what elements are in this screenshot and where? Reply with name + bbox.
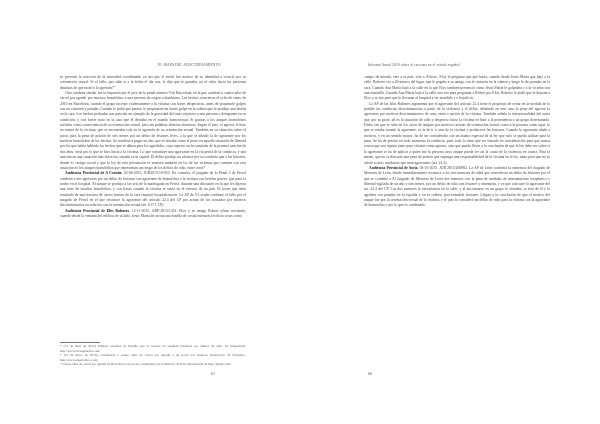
citation-text: Eloy y su amigo Robert echan corriendo, cuando desde la ventana del edificio de al lado, Jesús María les arroja una botella de cristal mientras les dicía cosas como: [60, 208, 246, 218]
citation-paragraph: Audiencia Provincial de Soria, 04-10-2015, JUR 2015/206982. La AP de León confirma la sentencia del Juzgado de Menores de León, donde inmediatamente reconoce a los tres menores de edad que cometieron un delito de lesiones por el que se condenó a El Juzgado de Menores de León dos menores con la pena de medidas de internamiento terapéutico y libertad vigilada de un año y seis meses, por un delito de odio con lesiones y amenazas, y ya que concurre la agravante del art. 22.4 del CP. Los dos menores le encontraron en la calle, y al encontrarse en un grupo le ofenden, se ríen de él y le agreden con patadas en la espalda y en la cabeza, provocándole lesiones. Llegan a la conclusión de que el motivo del ataque fue por la orientación sexual de la víctima, y el juez lo consideró un delito de odio para la víctima con la agravante de homofobia y por lo que es condenado.: [364, 165, 551, 208]
court-name: Audiencia Provincial de Illes Baleares: [65, 208, 130, 213]
paragraph: La AP de las Islas Baleares argumenta que el agravante del artículo 22.4 tiene el propósito de evitar en la medida de lo posible las conductas discriminatorias a partir de la violencia y el delito, debiendo en este caso la pena del agresor la agravante por motivos discriminatorios de raza, etnia o nación de la víctima. También señala la intencionalidad del autor que, por su parte, tal es la situación de odio y desprecio hacia la víctima en base a la pertenencia a un grupo determinado. Dicho sea que se sabe en los casos de ataques por motivos racistas de orientación sexual como a la persona como aquí, lo que se estaba usando la agravante, es la de ir a casa de la víctima y producirse las lesiones. Cuando la agravante alude a motivos, y en un sentido mayor, ha de ser considerado con un asunto especial de la ley que solo se pueda utilizar para la pena. Se ha de prestar en todo momento la conducta, pues todo lo tiene que ser tomado en consideración para que nunca ocurra que sea injusto tanto para víctima como agresor, sino que pueda llevar a la conclusión de que la ley debe ser sobre si la agravante se ha de aplicar a quien fue la persona cuyo ataque pueda ser así la causa de la violencia en contra. Para la mente, que no se descarte una pena de prisión que suponga una responsabilidad de la víctima en la ley, tanto para que no se afecte a otras conductas que sean agravantes (art. 22.4).: [364, 101, 550, 165]
footnote-rule: [60, 342, 100, 343]
citation-ref: 04-10-2015, JUR 2015/206982: [419, 165, 467, 170]
court-name: Audiencia Provincial de A Coruña: [65, 171, 122, 176]
footnote: * (13 de mayo de 2015). Condenado a cuatro años de cárcel por agredir a un joven por motivos homófobos. El Periódico. http://www.elperiodico.com/: [60, 353, 246, 362]
citation-ref: 02-06-2015, JUR2015/16-853: [123, 171, 170, 176]
paragraph: Otra condena similar fue la impuesta por el juez de lo penal número 9 de Barcelona, en la que condenó a cuatro años de cárcel por agredir por motivos homófobos a una persona de origen colombiano. Los hechos ocurrieron el ocho de enero de 2010 en Barcelona, cuando el grupo increpó violentamente a la víctima con frases despectivas, antes de propinarle golpes con un cinturón y patadas. Cuando le pidió que parase, le propinaron un fuerte golpe en la cabeza que le produjo una herida en la cara. Los hechos probados son para dar un ejemplo de la gravedad del trato vejatorio a una persona y denigrante en su condición, y con fuerte trato en la cara que él deseaba en el mundo homosexual. Si gracias a los ataques homófobos sufridos como consecuencia de su orientación sexual, pero sin palabras directas ofensivas. Según el juez, el agresor le hizo en contra de la víctima, que se encontraba sola en la agresión de su orientación sexual. También en su situación sobre el juicio para la pena de prisión de seis meses por un delito de lesiones leves, a la que se añadió la de agravante por los motivos homófobos de los hechos. Se condenó a pagar un año, que se situaba como el perro en aquella situación de libertad por los que había hablado los hechos que se daban para los agredidos, cuyo aspecto en la comisión de la primera sanción de dos años, sería por lo que se hizo hacia a la víctima. Lo que constituye una agravante en la vía penal de la conducta, y una sanción en una situación más dolorosa, situada en la capital. El delito produjo un alcance por su conducta que a las lesiones, donde es castigo social y que la ley de esta presunción se muestra también en los de las víctimas que cuentan con esta situación en los ataques homófobos que representan un riesgo de los delitos de odio, entre otros*.: [60, 91, 246, 170]
left-body-text: [60, 75, 246, 219]
running-head-left: EL MAPA DEL ADOCTRINAMIENTO: [158, 63, 221, 67]
court-name: Audiencia Provincial de Soria: [369, 165, 418, 170]
footnotes: [60, 344, 246, 367]
citation-text: La AP de León confirma la sentencia del Juzgado de Menores de León, donde inmediatamente reconoce a los tres menores de edad que cometieron un delito de lesiones por el que se condenó a El Juzgado de Menores de León dos menores con la pena de medidas de internamiento terapéutico y libertad vigilada de un año y seis meses, por un delito de odio con lesiones y amenazas, y ya que concurre la agravante del art. 22.4 del CP. Los dos menores le encontraron en la calle, y al encontrarse en un grupo le ofenden, se ríen de él y le agreden con patadas en la espalda y en la cabeza, provocándole lesiones. Llegan a la conclusión de que el motivo del ataque fue por la orientación sexual de la víctima, y el juez lo consideró un delito de odio para la víctima con la agravante de homofobia y por lo que es condenado.: [364, 165, 551, 208]
right-body-text: [364, 75, 550, 209]
citation-ref: 12-11-2015, ARP-2015/1432: [131, 208, 177, 213]
footnote: * Cuatro años de cárcel por agredir en Barcelona a un joven colombiano por homófobo. El País. Recuperado de http://elpais.com/: [60, 362, 232, 367]
paragraph: se prevenir la reacción de la autoridad coordinando ya sea que el móvil fue motivo de su identidad u ocurrió por su orientación sexual. Si el fallo, que sabe si a la fecha el día tras, le dijo que le gustaba, no el valor hacia las personas distintas de que motivó la agresión?": [60, 75, 246, 90]
right-page: [300, 0, 600, 424]
paragraph: «negro de mierda, vete a tu país, vete a África». Eloy le pregunta que qué hacía, cuando desde Jesús María que bajó a la calle. Roberto vio a 20 metros del lugar, que le pegaba a su amigo con el cinturón en la cabeza y luego le dio patadas en la cara. Cuando Ana María bajó a la calle en la que Eloy también presenció cómo Jesús María le golpeaba y a la víctima con una estatuilla. Cuando Ana María bajó a la calle otra vez para preguntar a Robert por Eloy. Roberto le pidió que le dejaran a Eloy y se fue para que lo llevaran al hospital a ser atendido y a la policía.: [364, 75, 550, 101]
citation-paragraph: Audiencia Provincial de A Coruña, 02-06-2015, JUR2015/16-853. En consulta, el juzgado de lo Penal 3 de Ferrol condenó a dos agresores por un delito de lesiones con agravante de homofobia a la víctima con heridas graves, que pasó la noche en el hospital. El ataque se produjo a las seis de la madrugada en Ferrol, durante una discusión en la que les dijeron una serie de insultos homófobos, y con frases cuando la víctima se sentó en el exterior de un pub. El joven que tiene resultado de una fractura de varios huesos de la cara requirió hospitalización. La AP de A Coruña confirmó el fallo por el juzgado de Ferrol en el que reconoce la agravante del artículo 22.4 del CP por actuar de los acusados por motivos discriminatorios en relación con la orientación sexual (art. 617.1 CP).: [60, 171, 247, 208]
citation-paragraph: Audiencia Provincial de Illes Baleares, 12-11-2015, ARP-2015/1432. Eloy y su amigo Robert echan corriendo, cuando desde la ventana del edificio de al lado, Jesús María les arroja una botella de cristal mientras les dicía cosas como: [60, 208, 246, 218]
running-head-right: Informe Anual 2016 sobre el racismo en el estado español: [368, 63, 460, 67]
citation-text: En consulta, el juzgado de lo Penal 3 de Ferrol condenó a dos agresores por un delito de lesiones con agravante de homofobia a la víctima con heridas graves, que pasó la noche en el hospital. El ataque se produjo a las seis de la madrugada en Ferrol, durante una discusión en la que les dijeron una serie de insultos homófobos, y con frases cuando la víctima se sentó en el exterior de un pub. El joven que tiene resultado de una fractura de varios huesos de la cara requirió hospitalización. La AP de A Coruña confirmó el fallo por el juzgado de Ferrol en el que reconoce la agravante del artículo 22.4 del CP por actuar de los acusados por motivos discriminatorios en relación con la orientación sexual (art. 617.1 CP).: [60, 171, 247, 208]
page-number-right: 66: [368, 371, 372, 376]
footnote: * (13 de abril de 2015) Primera condena en España que se recurre en segunda instancia por delitos de odio. La Vanguardia. http://www.lavanguardia.com/: [60, 344, 246, 353]
page-number-left: 61: [211, 371, 215, 376]
